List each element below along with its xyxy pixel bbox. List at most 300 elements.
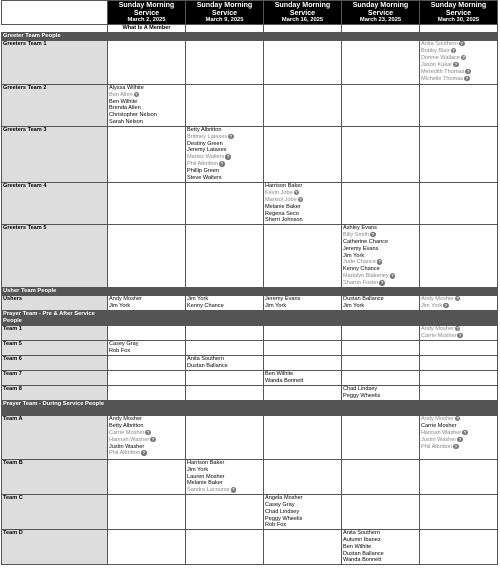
- schedule-cell[interactable]: [264, 459, 342, 494]
- schedule-cell[interactable]: [108, 415, 186, 459]
- person-name: Wanda Bonnett: [265, 377, 304, 384]
- schedule-cell[interactable]: [108, 459, 186, 494]
- person-name: Jim York: [265, 302, 287, 309]
- section-fill-cell: [108, 310, 186, 325]
- person-entry[interactable]: [265, 378, 340, 385]
- person-name: Bobby Blair: [421, 48, 450, 55]
- person-entry[interactable]: [343, 386, 418, 393]
- person-name: Andy Mosher: [421, 296, 454, 303]
- schedule-cell[interactable]: [108, 84, 186, 126]
- person-entry[interactable]: [109, 105, 184, 112]
- question-icon[interactable]: ?: [452, 47, 455, 53]
- question-icon[interactable]: ?: [465, 75, 469, 81]
- person-entry[interactable]: [343, 225, 418, 232]
- person-entry[interactable]: [187, 467, 262, 474]
- schedule-cell[interactable]: [186, 495, 264, 530]
- person-entry[interactable]: [187, 296, 262, 303]
- question-icon[interactable]: ?: [456, 295, 459, 301]
- schedule-cell[interactable]: [108, 182, 186, 224]
- question-icon[interactable]: ?: [135, 91, 138, 97]
- person-name: Casey Gray: [265, 501, 295, 508]
- team-row: [2, 370, 498, 385]
- service-title: Sunday Morning Service: [118, 1, 175, 18]
- date-header[interactable]: [186, 1, 264, 25]
- person-name: Harrison Baker: [187, 459, 225, 466]
- question-icon[interactable]: ?: [463, 429, 467, 435]
- person-entry[interactable]: [265, 204, 340, 211]
- section-fill-cell: [108, 33, 186, 41]
- question-icon[interactable]: ?: [458, 332, 462, 338]
- section-fill-cell: [342, 33, 420, 41]
- question-icon[interactable]: ?: [460, 40, 464, 46]
- schedule-cell[interactable]: [186, 355, 264, 370]
- person-entry[interactable]: [109, 85, 184, 92]
- person-name: Jim York: [421, 303, 443, 310]
- section-fill-cell: [108, 288, 186, 296]
- person-entry[interactable]: [187, 480, 262, 487]
- person-entry[interactable]: [187, 127, 262, 134]
- person-name: Melanie Baker: [187, 480, 223, 487]
- person-entry[interactable]: [265, 509, 340, 516]
- person-name: Regena Seco: [265, 210, 299, 217]
- person-entry[interactable]: [265, 495, 340, 502]
- schedule-cell[interactable]: [186, 40, 264, 84]
- person-name: Dustan Ballance: [343, 550, 384, 557]
- schedule-cell[interactable]: [342, 84, 420, 126]
- question-icon[interactable]: ?: [151, 436, 155, 442]
- schedule-cell[interactable]: [420, 415, 498, 459]
- schedule-cell[interactable]: [420, 295, 498, 310]
- team-row: [2, 295, 498, 310]
- person-entry[interactable]: [421, 48, 496, 55]
- person-name: Ashley Evans: [343, 225, 377, 232]
- person-entry[interactable]: [343, 259, 418, 266]
- person-name: Andy Mosher: [109, 295, 142, 302]
- question-icon[interactable]: ?: [444, 302, 448, 308]
- person-name: Jeremy Evans: [343, 245, 379, 252]
- section-title: Greeter Team People: [2, 33, 108, 41]
- person-entry[interactable]: [421, 423, 496, 430]
- person-entry[interactable]: [187, 168, 262, 175]
- member-info-blank: [2, 25, 108, 33]
- person-entry[interactable]: [109, 423, 184, 430]
- person-name: Carrie Mosher: [109, 429, 145, 436]
- schedule-cell[interactable]: [420, 385, 498, 400]
- person-entry[interactable]: [265, 190, 340, 197]
- person-name: Jim York: [109, 302, 131, 309]
- team-row: [2, 340, 498, 355]
- person-entry[interactable]: [109, 92, 184, 99]
- schedule-cell[interactable]: [186, 225, 264, 288]
- question-icon[interactable]: ?: [371, 231, 375, 237]
- person-name: Jeremy Lataxes: [187, 147, 227, 154]
- section-fill-cell: [186, 310, 264, 325]
- person-entry[interactable]: [109, 119, 184, 126]
- schedule-cell[interactable]: [186, 340, 264, 355]
- team-row: [2, 225, 498, 288]
- schedule-cell[interactable]: [342, 495, 420, 530]
- person-name: Anita Southern: [421, 41, 459, 48]
- schedule-cell[interactable]: [186, 370, 264, 385]
- schedule-cell[interactable]: [342, 295, 420, 310]
- person-entry[interactable]: [421, 41, 496, 48]
- person-name: Kenny Chance: [187, 302, 224, 309]
- person-entry[interactable]: [109, 303, 184, 310]
- person-name: Phil Albritton: [421, 444, 453, 451]
- question-icon[interactable]: ?: [456, 325, 459, 331]
- schedule-cell[interactable]: [420, 459, 498, 494]
- person-entry[interactable]: [187, 134, 262, 141]
- team-name: Team C: [2, 495, 108, 530]
- person-name: Ben Allen: [109, 91, 133, 98]
- schedule-cell[interactable]: [108, 355, 186, 370]
- person-name: Lauren Mosher: [187, 473, 225, 480]
- question-icon[interactable]: ?: [458, 436, 462, 442]
- person-entry[interactable]: [343, 266, 418, 273]
- section-header-row: [2, 288, 498, 296]
- question-icon[interactable]: ?: [232, 487, 235, 493]
- person-entry[interactable]: [187, 175, 262, 182]
- team-row: [2, 40, 498, 84]
- person-name: Sherri Johnson: [265, 217, 303, 224]
- schedule-cell[interactable]: [186, 182, 264, 224]
- schedule-cell[interactable]: [342, 126, 420, 182]
- team-name: Greeters Team 3: [2, 126, 108, 182]
- person-name: Betty Albritton: [109, 422, 144, 429]
- person-name: Billy Smith: [343, 232, 370, 239]
- section-fill-cell: [342, 310, 420, 325]
- team-row: [2, 385, 498, 400]
- team-name: Greeters Team 2: [2, 84, 108, 126]
- person-entry[interactable]: [187, 161, 262, 168]
- schedule-cell[interactable]: [108, 295, 186, 310]
- service-title: Sunday Morning Service: [196, 1, 253, 18]
- question-icon[interactable]: ?: [380, 280, 384, 286]
- question-icon[interactable]: ?: [454, 443, 458, 449]
- person-entry[interactable]: [265, 303, 340, 310]
- person-entry[interactable]: [109, 348, 184, 355]
- schedule-cell[interactable]: [342, 385, 420, 400]
- person-entry[interactable]: [421, 326, 496, 333]
- schedule-cell[interactable]: [342, 225, 420, 288]
- schedule-cell[interactable]: [342, 459, 420, 494]
- schedule-cell[interactable]: [186, 459, 264, 494]
- team-row: [2, 126, 498, 182]
- schedule-cell[interactable]: [264, 355, 342, 370]
- section-fill-cell: [108, 400, 186, 415]
- schedule-cell[interactable]: [264, 385, 342, 400]
- question-icon[interactable]: ?: [391, 273, 394, 279]
- schedule-cell[interactable]: [342, 530, 420, 565]
- person-entry[interactable]: [343, 530, 418, 537]
- service-date: March 23, 2025: [359, 17, 402, 24]
- empty-cell: [186, 25, 264, 33]
- schedule-cell[interactable]: [186, 530, 264, 565]
- person-name: Chad Lindsey: [343, 385, 378, 392]
- person-entry[interactable]: [421, 62, 496, 69]
- person-entry[interactable]: [343, 544, 418, 551]
- person-entry[interactable]: [421, 76, 496, 83]
- empty-cell: [420, 25, 498, 33]
- schedule-cell[interactable]: [342, 355, 420, 370]
- schedule-cell[interactable]: [186, 385, 264, 400]
- person-entry[interactable]: [421, 333, 496, 340]
- service-title: Sunday Morning Service: [274, 1, 331, 18]
- person-entry[interactable]: [109, 444, 184, 451]
- person-name: Peggy Wheelis: [265, 515, 303, 522]
- question-icon[interactable]: ?: [142, 450, 146, 456]
- person-entry[interactable]: [343, 232, 418, 239]
- person-entry[interactable]: [343, 303, 418, 310]
- service-date: March 30, 2025: [437, 17, 480, 24]
- schedule-cell[interactable]: [108, 40, 186, 84]
- schedule-cell[interactable]: [186, 325, 264, 340]
- schedule-cell[interactable]: [420, 530, 498, 565]
- person-entry[interactable]: [109, 99, 184, 106]
- person-entry[interactable]: [187, 363, 262, 370]
- person-name: Jim York: [343, 252, 365, 259]
- person-name: Andy Mosher: [421, 326, 454, 333]
- person-entry[interactable]: [265, 371, 340, 378]
- person-name: Sandra Lacourse: [187, 487, 230, 494]
- person-entry[interactable]: [421, 437, 496, 444]
- schedule-cell[interactable]: [342, 182, 420, 224]
- section-fill-cell: [186, 33, 264, 41]
- schedule-cell[interactable]: [186, 295, 264, 310]
- schedule-cell[interactable]: [420, 40, 498, 84]
- team-name: Team 5: [2, 340, 108, 355]
- person-entry[interactable]: [265, 217, 340, 224]
- person-entry[interactable]: [421, 444, 496, 451]
- schedule-cell[interactable]: [264, 415, 342, 459]
- what-is-a-member-link[interactable]: What Is A Member: [108, 25, 186, 33]
- schedule-cell[interactable]: [342, 415, 420, 459]
- schedule-cell[interactable]: [108, 530, 186, 565]
- question-icon[interactable]: ?: [226, 154, 230, 160]
- schedule-cell[interactable]: [264, 182, 342, 224]
- schedule-cell[interactable]: [420, 325, 498, 340]
- person-name: Christopher Nelson: [109, 112, 157, 119]
- schedule-cell[interactable]: [264, 40, 342, 84]
- team-row: [2, 84, 498, 126]
- section-fill-cell: [186, 288, 264, 296]
- schedule-cell[interactable]: [342, 340, 420, 355]
- question-icon[interactable]: ?: [378, 259, 381, 265]
- person-name: Dustan Ballance: [343, 295, 384, 302]
- schedule-body: [2, 33, 498, 565]
- section-fill-cell: [420, 310, 498, 325]
- header-row: [2, 1, 498, 25]
- schedule-cell[interactable]: [420, 225, 498, 288]
- person-entry[interactable]: [109, 416, 184, 423]
- person-entry[interactable]: [109, 296, 184, 303]
- person-entry[interactable]: [109, 112, 184, 119]
- person-entry[interactable]: [187, 154, 262, 161]
- section-fill-cell: [186, 400, 264, 415]
- person-name: Peggy Wheelis: [343, 392, 381, 399]
- person-entry[interactable]: [187, 147, 262, 154]
- question-icon[interactable]: ?: [454, 61, 458, 67]
- date-header[interactable]: [108, 1, 186, 25]
- person-entry[interactable]: [109, 437, 184, 444]
- person-name: Phil Albritton: [109, 450, 141, 457]
- team-name: Team 8: [2, 385, 108, 400]
- team-name: Team 6: [2, 355, 108, 370]
- question-icon[interactable]: ?: [220, 161, 224, 167]
- person-name: Jason Kukar: [421, 62, 453, 69]
- person-entry[interactable]: [343, 551, 418, 558]
- schedule-cell[interactable]: [264, 84, 342, 126]
- person-entry[interactable]: [187, 474, 262, 481]
- person-name: Jim York: [187, 466, 209, 473]
- service-date: March 2, 2025: [127, 17, 166, 24]
- person-name: Carrie Mosher: [421, 333, 457, 340]
- schedule-cell[interactable]: [108, 370, 186, 385]
- person-name: Andy Mosher: [109, 415, 142, 422]
- section-fill-cell: [342, 400, 420, 415]
- question-icon[interactable]: ?: [295, 189, 298, 195]
- person-entry[interactable]: [187, 141, 262, 148]
- question-icon[interactable]: ?: [456, 415, 459, 421]
- person-name: Anita Southern: [343, 530, 381, 537]
- person-name: Justin Washer: [421, 437, 457, 444]
- schedule-cell[interactable]: [420, 355, 498, 370]
- section-fill-cell: [264, 310, 342, 325]
- person-name: Dustan Ballance: [187, 362, 228, 369]
- schedule-cell[interactable]: [108, 340, 186, 355]
- person-name: Hannah Washer: [109, 436, 150, 443]
- date-header[interactable]: [342, 1, 420, 25]
- section-fill-cell: [264, 288, 342, 296]
- team-name: Greeters Team 4: [2, 182, 108, 224]
- person-name: Harrison Baker: [265, 182, 303, 189]
- person-entry[interactable]: [265, 296, 340, 303]
- schedule-cell[interactable]: [342, 370, 420, 385]
- schedule-cell[interactable]: [264, 295, 342, 310]
- person-entry[interactable]: [343, 280, 418, 287]
- schedule-cell[interactable]: [420, 84, 498, 126]
- person-name: Michelle Thomas: [421, 76, 464, 83]
- schedule-cell[interactable]: [108, 495, 186, 530]
- section-title: Prayer Team - During Service People: [2, 400, 108, 415]
- schedule-cell[interactable]: [264, 225, 342, 288]
- person-entry[interactable]: [109, 450, 184, 457]
- date-header[interactable]: [420, 1, 498, 25]
- person-entry[interactable]: [187, 303, 262, 310]
- empty-cell: [264, 25, 342, 33]
- section-fill-cell: [264, 33, 342, 41]
- team-row: [2, 182, 498, 224]
- person-name: Marisol Jobe: [265, 196, 297, 203]
- team-name: Greeters Team 1: [2, 40, 108, 84]
- team-name: Team D: [2, 530, 108, 565]
- question-icon[interactable]: ?: [466, 68, 470, 74]
- person-entry[interactable]: [421, 55, 496, 62]
- person-entry[interactable]: [187, 356, 262, 363]
- schedule-cell[interactable]: [108, 225, 186, 288]
- person-name: Justin Washer: [109, 443, 145, 450]
- person-entry[interactable]: [343, 393, 418, 400]
- person-entry[interactable]: [265, 183, 340, 190]
- person-entry[interactable]: [421, 69, 496, 76]
- person-name: Kenny Chance: [343, 266, 380, 273]
- person-name: Donnie Wallace: [421, 55, 460, 62]
- person-entry[interactable]: [343, 239, 418, 246]
- person-entry[interactable]: [343, 253, 418, 260]
- schedule-cell[interactable]: [108, 385, 186, 400]
- schedule-cell[interactable]: [108, 126, 186, 182]
- team-name: Ushers: [2, 295, 108, 310]
- schedule-cell[interactable]: [186, 84, 264, 126]
- schedule-cell[interactable]: [264, 126, 342, 182]
- person-name: Rob Fox: [109, 347, 131, 354]
- person-entry[interactable]: [421, 303, 496, 310]
- schedule-cell[interactable]: [186, 126, 264, 182]
- person-name: Sarah Nelson: [109, 119, 143, 126]
- schedule-cell[interactable]: [108, 325, 186, 340]
- person-entry[interactable]: [265, 211, 340, 218]
- person-entry[interactable]: [343, 296, 418, 303]
- schedule-cell[interactable]: [420, 182, 498, 224]
- person-entry[interactable]: [343, 273, 418, 280]
- question-icon[interactable]: ?: [146, 429, 150, 435]
- person-name: Phil Albritton: [187, 161, 219, 168]
- person-name: Meredith Thomas: [421, 69, 465, 76]
- person-entry[interactable]: [343, 246, 418, 253]
- person-entry[interactable]: [109, 341, 184, 348]
- schedule-cell[interactable]: [342, 325, 420, 340]
- person-entry[interactable]: [109, 430, 184, 437]
- schedule-cell[interactable]: [186, 415, 264, 459]
- schedule-cell[interactable]: [342, 40, 420, 84]
- schedule-cell[interactable]: [420, 370, 498, 385]
- schedule-cell[interactable]: [264, 495, 342, 530]
- schedule-cell[interactable]: [264, 530, 342, 565]
- person-entry[interactable]: [421, 430, 496, 437]
- person-entry[interactable]: [421, 416, 496, 423]
- corner-cell: [2, 1, 108, 25]
- schedule-cell[interactable]: [264, 325, 342, 340]
- section-header-row: [2, 400, 498, 415]
- person-entry[interactable]: [265, 197, 340, 204]
- schedule-cell[interactable]: [420, 340, 498, 355]
- person-entry[interactable]: [187, 487, 262, 494]
- schedule-cell[interactable]: [420, 495, 498, 530]
- question-icon[interactable]: ?: [299, 196, 302, 202]
- person-name: Wanda Bonnett: [343, 557, 382, 564]
- person-entry[interactable]: [343, 537, 418, 544]
- section-title: Usher Team People: [2, 288, 108, 296]
- person-name: Sharon Foster: [343, 280, 379, 287]
- schedule-cell[interactable]: [420, 126, 498, 182]
- person-name: Ben Wilhite: [109, 98, 138, 105]
- person-name: Jude Chance: [343, 259, 376, 266]
- person-name: Phillip Green: [187, 168, 220, 175]
- schedule-cell[interactable]: [264, 370, 342, 385]
- schedule-cell[interactable]: [264, 340, 342, 355]
- person-entry[interactable]: [187, 460, 262, 467]
- person-entry[interactable]: [421, 296, 496, 303]
- person-entry[interactable]: [343, 557, 418, 564]
- date-header[interactable]: [264, 1, 342, 25]
- person-entry[interactable]: [265, 502, 340, 509]
- team-row: [2, 355, 498, 370]
- person-entry[interactable]: [265, 522, 340, 529]
- person-name: Ben Wilhite: [265, 370, 294, 377]
- question-icon[interactable]: ?: [229, 133, 233, 139]
- question-icon[interactable]: ?: [462, 54, 465, 60]
- person-entry[interactable]: [265, 516, 340, 523]
